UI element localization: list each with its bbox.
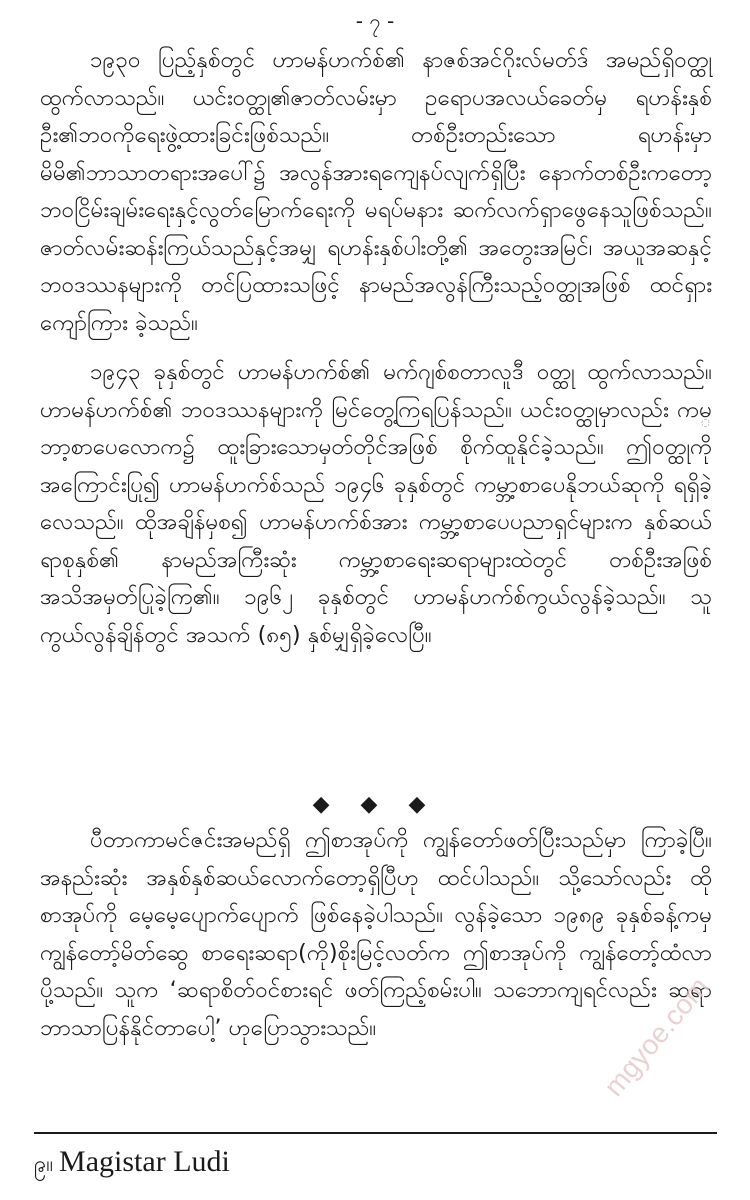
paragraph-1: ၁၉၃၀ ပြည့်နှစ်တွင် ဟာမန်ဟက်စ်၏ နာဇစ်အင်ဂိုးလ်မတ်ဒ် အမည်ရှိဝတ္ထု ထွက်လာသည်။ ယင်းဝတ္ထု၏ဇာတ်လမ်းမှာ ဥရောပအလယ်ခေတ်မှ ရဟန်းနှစ်ဦး၏ဘဝကိုရေးဖွဲ့ထားခြင်းဖြစ်သည်။ တစ်ဦးတည်းသော ရဟန်းမှာ မိမိ၏ဘာသာတရားအပေါ်၌ အလွန်အားရကျေနပ်လျက်ရှိပြီး နောက်တစ်ဦးကတော့ ဘဝငြိမ်းချမ်းရေးနှင့်လွတ်မြောက်ရေးကို မရပ်မနား ဆက်လက်ရှာဖွေနေသူဖြစ်သည်။ ဇာတ်လမ်းဆန်းကြယ်သည်နှင့်အမျှ ရဟန်းနှစ်ပါးတို့၏ အတွေးအမြင်၊ အယူအဆနှင့် ဘဝဒဿနများကို တင်ပြထားသဖြင့် နာမည်အလွန်ကြီးသည့်ဝတ္ထုအဖြစ် ထင်ရှားကျော်ကြား ခဲ့သည်။ (40, 47, 712, 336)
footer-book-title: Magistar Ludi (59, 1145, 230, 1178)
footer-divider (34, 1132, 717, 1134)
paragraph-2: ၁၉၄၃ ခုနှစ်တွင် ဟာမန်ဟက်စ်၏ မက်ဂျစ်စတာလူဒီ ဝတ္ထု ထွက်လာသည်။ ဟာမန်ဟက်စ်၏ ဘဝဒဿနများကို မြင်တွေ့ကြရပြန်သည်။ ယင်းဝတ္ထုမှာလည်း ကမ္ဘာ့စာပေလောက၌ ထူးခြားသောမှတ်တိုင်အဖြစ် စိုက်ထူနိုင်ခဲ့သည်။ ဤဝတ္ထုကိုအကြောင်းပြု၍ ဟာမန်ဟက်စ်သည် ၁၉၄၆ ခုနှစ်တွင် ကမ္ဘာ့စာပေနိုဘယ်ဆုကို ရရှိခဲ့လေသည်။ ထိုအချိန်မှစ၍ ဟာမန်ဟက်စ်အား ကမ္ဘာ့စာပေပညာရှင်များက နှစ်ဆယ်ရာစုနှစ်၏ နာမည်အကြီးဆုံး ကမ္ဘာ့စာရေးဆရာများထဲတွင် တစ်ဦးအဖြစ် အသိအမှတ်ပြုခဲ့ကြ၏။ ၁၉၆၂ ခုနှစ်တွင် ဟာမန်ဟက်စ်ကွယ်လွန်ခဲ့သည်။ သူ ကွယ်လွန်ချိန်တွင် အသက် (၈၅) နှစ်မျှရှိခဲ့လေပြီ။ (40, 359, 712, 648)
footer-page-number: ၉။ (34, 1152, 54, 1177)
main-text-block (40, 42, 712, 654)
section-divider-diamonds: ◆ ◆ ◆ (312, 792, 438, 817)
page-number: - ၇ - (355, 9, 395, 33)
watermark: mgyoe.com (598, 971, 715, 1102)
paragraph-3: ပီတာကာမင်ဇင်းအမည်ရှိ ဤစာအုပ်ကို ကျွန်တော်ဖတ်ပြီးသည်မှာ ကြာခဲ့ပြီ။ အနည်းဆုံး အနှစ်နှစ်ဆယ်လောက်တော့ရှိပြီဟု ထင်ပါသည်။ သို့သော်လည်း ထိုစာအုပ်ကို မေ့မေ့ပျောက်ပျောက် ဖြစ်နေခဲ့ပါသည်။ လွန်ခဲ့သော ၁၉၈၉ ခုနှစ်ခန့်ကမှ ကျွန်တော့်မိတ်ဆွေ စာရေးဆရာ(ကို)စိုးမြင့်လတ်က ဤစာအုပ်ကို ကျွန်တော့်ထံလာပို့သည်။ သူက ‘ဆရာစိတ်ဝင်စားရင် ဖတ်ကြည့်စမ်းပါ။ သဘောကျရင်လည်း ဆရာ ဘာသာပြန်နိုင်တာပေါ့’ ဟုပြောသွားသည်။ (40, 827, 712, 1041)
footer (34, 1145, 230, 1182)
second-section-text-block (40, 822, 712, 1047)
